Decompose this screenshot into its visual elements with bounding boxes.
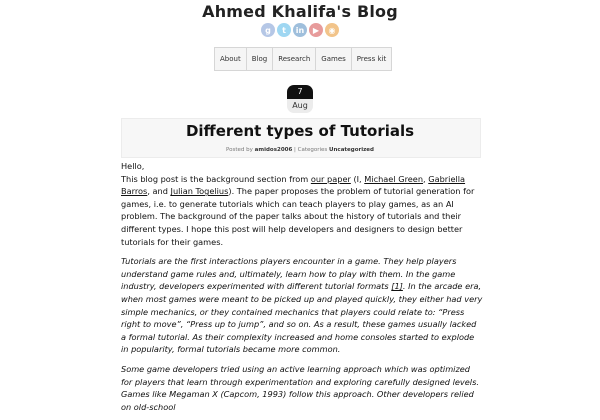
post-title[interactable]: Different types of Tutorials: [185, 122, 415, 140]
twitter-icon[interactable]: t: [277, 23, 291, 37]
site-title[interactable]: Ahmed Khalifa's Blog: [202, 2, 398, 21]
intro-paragraph: This blog post is the background section from our paper (I, Michael Green, Gabriella Barros, and Julian Togelius). The paper proposes the problem of tutorial generation for games, i.e. to generate tutorials which can teach players to play games, as an AI problem. The background of the paper talks about the history of tutorials and their different types. I hope this post will help developers and designers to design better tutorials for their games.: [121, 173, 475, 247]
post-author-link[interactable]: amidos2006: [254, 147, 293, 153]
social-icons: [260, 23, 340, 37]
main-nav: [214, 47, 392, 71]
categories-label: | Categories: [294, 147, 328, 153]
active-learning-paragraph: Some game developers tried using an active learning approach which was optimized for players that learn through experimentation and exploring carefully designed levels. Games like Megaman X (Capcom, 1993) follow this approach. Other developers relied on old-school: [121, 363, 479, 412]
nav-item-research[interactable]: Research: [273, 48, 316, 70]
post-content: [121, 160, 483, 420]
michael-green-link[interactable]: Michael Green: [364, 173, 424, 184]
nav-item-games[interactable]: Games: [316, 48, 352, 70]
github-icon[interactable]: g: [261, 23, 275, 37]
youtube-icon[interactable]: ▶: [309, 23, 323, 37]
our-paper-link[interactable]: our paper: [310, 173, 351, 184]
rss-icon[interactable]: ◉: [325, 23, 339, 37]
greeting: Hello,: [121, 161, 145, 171]
gabriella-barros-link[interactable]: Gabriella Barros: [121, 173, 466, 197]
post-date-month: Aug: [287, 99, 313, 113]
post-category-link[interactable]: Uncategorized: [329, 147, 374, 153]
nav-item-blog[interactable]: Blog: [247, 48, 273, 70]
nav-item-about[interactable]: About: [215, 48, 247, 70]
nav-item-press-kit[interactable]: Press kit: [356, 55, 387, 63]
post-meta: [121, 147, 479, 153]
posted-by-label: Posted by: [226, 147, 253, 153]
reference-1-link[interactable]: [1]: [391, 281, 403, 292]
julian-togelius-link[interactable]: Julian Togelius: [170, 186, 229, 197]
tutorials-paragraph: Tutorials are the first interactions players encounter in a game. They help players understand game rules and, ultimately, learn how to play with them. In the game industry, developers experimented with different tutorial formats [1]. In the arcade era, when most games were meant to be picked up and played quickly, they either had very simple mechanics, or they contained mechanics that players could relate to: “Press right to move”, “Press up to jump”, and so on. As a result, these games usually lacked a formal tutorial. As their complexity increased and home consoles started to explode in popularity, formal tutorials became more common.: [121, 256, 483, 355]
post-date-day: 7: [287, 85, 313, 99]
linkedin-icon[interactable]: in: [293, 23, 307, 37]
